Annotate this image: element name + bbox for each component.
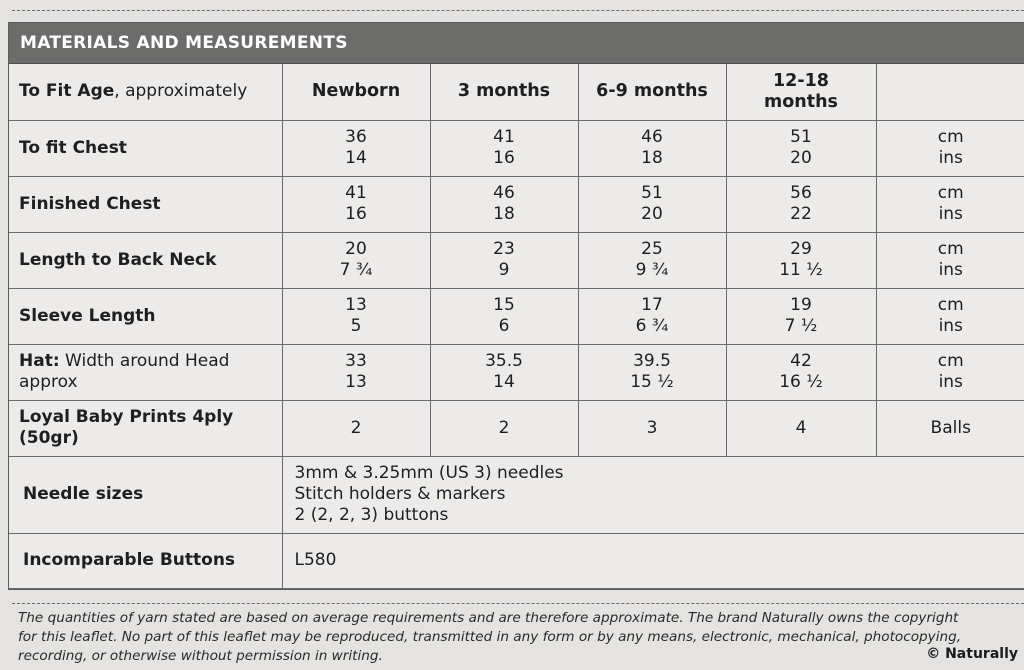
yarn-label: Loyal Baby Prints 4ply (50gr) (9, 400, 282, 456)
value-cell: 29 11 ½ (726, 232, 876, 288)
value-cell: 19 7 ½ (726, 288, 876, 344)
size-header-newborn: Newborn (282, 64, 430, 120)
buttons-row (9, 533, 1024, 588)
table-row (9, 344, 1024, 400)
value-cell: 41 16 (430, 120, 578, 176)
row-label: Finished Chest (9, 176, 282, 232)
needles-label: Needle sizes (9, 456, 282, 533)
unit-cell: cm ins (876, 176, 1024, 232)
unit-cell: cm ins (876, 344, 1024, 400)
yarn-value-cell: 2 (430, 400, 578, 456)
materials-measurements-panel (8, 22, 1024, 590)
measurements-table (9, 64, 1024, 589)
yarn-value-cell: 4 (726, 400, 876, 456)
value-cell: 46 18 (578, 120, 726, 176)
value-cell: 56 22 (726, 176, 876, 232)
age-header-bold: To Fit Age (19, 81, 115, 102)
needles-line: 2 (2, 2, 3) buttons (294, 505, 449, 525)
value-cell: 13 5 (282, 288, 430, 344)
yarn-row (9, 400, 1024, 456)
row-label: Length to Back Neck (9, 232, 282, 288)
size-header-6-9-months: 6-9 months (578, 64, 726, 120)
age-header-cell (9, 64, 282, 120)
section-title: MATERIALS AND MEASUREMENTS (9, 23, 1024, 64)
yarn-value-cell: 2 (282, 400, 430, 456)
value-cell: 46 18 (430, 176, 578, 232)
value-cell: 35.5 14 (430, 344, 578, 400)
value-cell: 23 9 (430, 232, 578, 288)
needles-line: Stitch holders & markers (294, 484, 506, 504)
value-cell: 25 9 ¾ (578, 232, 726, 288)
value-cell: 15 6 (430, 288, 578, 344)
unit-header-empty (876, 64, 1024, 120)
needles-details (282, 456, 1024, 533)
value-cell: 51 20 (726, 120, 876, 176)
table-row (9, 232, 1024, 288)
value-cell: 39.5 15 ½ (578, 344, 726, 400)
table-row (9, 120, 1024, 176)
needles-row (9, 456, 1024, 533)
brand-copyright: © Naturally (926, 646, 1018, 662)
age-header-rest: , approximately (114, 81, 248, 102)
yarn-value-cell: 3 (578, 400, 726, 456)
notice-line: for this leaflet. No part of this leaflet may be reproduced, transmitted in any form or by any means, electronic, mechanical, photocopying, (18, 629, 962, 645)
row-label: Sleeve Length (9, 288, 282, 344)
value-cell: 51 20 (578, 176, 726, 232)
copyright-notice (18, 609, 1022, 666)
value-cell: 33 13 (282, 344, 430, 400)
unit-cell: cm ins (876, 288, 1024, 344)
table-row (9, 176, 1024, 232)
needles-line: 3mm & 3.25mm (US 3) needles (294, 463, 564, 483)
unit-cell: cm ins (876, 232, 1024, 288)
unit-cell: cm ins (876, 120, 1024, 176)
buttons-value: L580 (282, 533, 1024, 588)
value-cell: 17 6 ¾ (578, 288, 726, 344)
notice-line: The quantities of yarn stated are based on average requirements and are therefore approximate. The brand Naturally owns the copyright (18, 610, 959, 626)
value-cell: 20 7 ¾ (282, 232, 430, 288)
table-header-row (9, 64, 1024, 120)
row-label: To fit Chest (9, 120, 282, 176)
yarn-unit-cell: Balls (876, 400, 1024, 456)
row-label: Hat: Width around Head approx (9, 344, 282, 400)
top-dashed-rule (12, 10, 1024, 11)
size-header-3-months: 3 months (430, 64, 578, 120)
value-cell: 42 16 ½ (726, 344, 876, 400)
table-row (9, 288, 1024, 344)
buttons-label: Incomparable Buttons (9, 533, 282, 588)
size-header-12-18-months: 12-18 months (726, 64, 876, 120)
bottom-dashed-rule (12, 603, 1024, 604)
notice-line: recording, or otherwise without permission in writing. (18, 648, 383, 664)
value-cell: 41 16 (282, 176, 430, 232)
value-cell: 36 14 (282, 120, 430, 176)
